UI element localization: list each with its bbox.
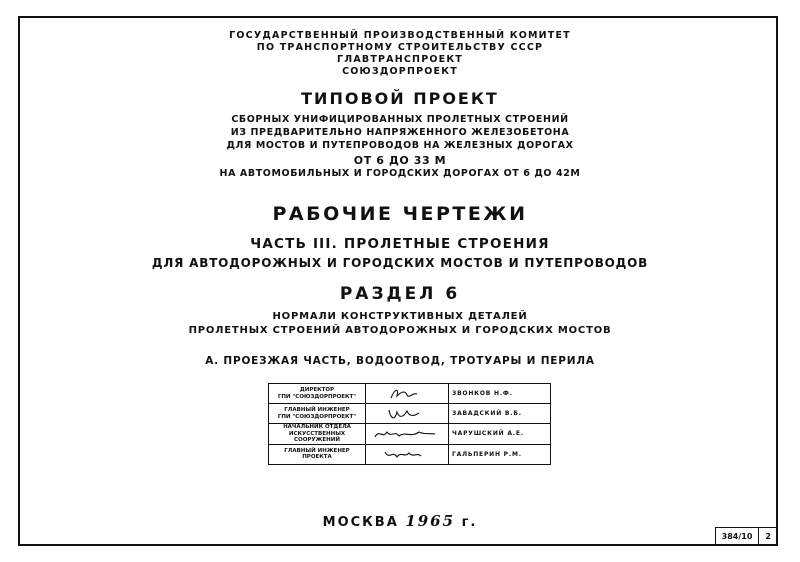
signature-row: [269, 444, 551, 464]
section-line-2: ПРОЛЕТНЫХ СТРОЕНИЙ АВТОДОРОЖНЫХ И ГОРОДСКИХ МОСТОВ: [188, 325, 612, 336]
signature-cell: [366, 384, 449, 404]
project-line-5: НА АВТОМОБИЛЬНЫХ И ГОРОДСКИХ ДОРОГАХ ОТ 6 ДО 42М: [219, 168, 581, 179]
project-line-3: ДЛЯ МОСТОВ И ПУТЕПРОВОДОВ НА ЖЕЛЕЗНЫХ ДОРОГАХ: [226, 140, 574, 151]
section-line-1: НОРМАЛИ КОНСТРУКТИВНЫХ ДЕТАЛЕЙ: [272, 311, 528, 322]
signature-row: [269, 404, 551, 424]
signature-row: [269, 384, 551, 404]
position-cell: НАЧАЛЬНИК ОТДЕЛА ИСКУССТВЕННЫХ СООРУЖЕНИЙ: [269, 424, 366, 445]
footer-city: МОСКВА: [322, 515, 399, 530]
footer-year: 1965: [405, 512, 456, 530]
stamp-sheet: 2: [758, 528, 777, 545]
name-cell: ЗАВАДСКИЙ В.Б.: [449, 404, 551, 424]
position-cell: ГЛАВНЫЙ ИНЖЕНЕР ГПИ "СОЮЗДОРПРОЕКТ": [269, 404, 366, 424]
signature-cell: [366, 424, 449, 445]
part-title: ЧАСТЬ III. ПРОЛЕТНЫЕ СТРОЕНИЯ: [250, 236, 550, 252]
part-description: ДЛЯ АВТОДОРОЖНЫХ И ГОРОДСКИХ МОСТОВ И ПУТЕПРОВОДОВ: [151, 256, 649, 270]
footer-year-suffix: г.: [461, 515, 478, 530]
project-line-1: СБОРНЫХ УНИФИЦИРОВАННЫХ ПРОЛЕТНЫХ СТРОЕНИЙ: [231, 114, 569, 125]
section-title: РАЗДЕЛ 6: [339, 284, 461, 304]
org-line-1: ГОСУДАРСТВЕННЫЙ ПРОИЗВОДСТВЕННЫЙ КОМИТЕТ: [229, 30, 571, 41]
name-cell: ГАЛЬПЕРИН Р.М.: [449, 444, 551, 464]
handwritten-signature: [369, 406, 439, 422]
stamp-code: 384/10: [721, 532, 753, 541]
org-line-2: ПО ТРАНСПОРТНОМУ СТРОИТЕЛЬСТВУ СССР: [256, 42, 544, 53]
name-cell: ЧАРУШСКИЙ А.Е.: [449, 424, 551, 445]
working-drawings-title: РАБОЧИЕ ЧЕРТЕЖИ: [272, 203, 528, 225]
handwritten-signature: [369, 446, 439, 462]
handwritten-signature: [369, 426, 439, 442]
org-line-4: СОЮЗДОРПРОЕКТ: [342, 66, 458, 77]
project-line-2: ИЗ ПРЕДВАРИТЕЛЬНО НАПРЯЖЕННОГО ЖЕЛЕЗОБЕТОНА: [230, 127, 570, 138]
position-cell: ДИРЕКТОР ГПИ "СОЮЗДОРПРОЕКТ": [269, 384, 366, 404]
handwritten-signature: [369, 386, 439, 402]
signature-cell: [366, 404, 449, 424]
footer-city-year: [0, 512, 800, 530]
signature-cell: [366, 444, 449, 464]
position-cell: ГЛАВНЫЙ ИНЖЕНЕР ПРОЕКТА: [269, 444, 366, 464]
name-cell: ЗВОНКОВ Н.Ф.: [449, 384, 551, 404]
org-line-3: ГЛАВТРАНСПРОЕКТ: [337, 54, 463, 65]
project-line-4: ОТ 6 ДО 33 М: [353, 154, 447, 167]
subsection-title: А. ПРОЕЗЖАЯ ЧАСТЬ, ВОДООТВОД, ТРОТУАРЫ И ПЕРИЛА: [205, 355, 595, 367]
signature-row: [269, 424, 551, 445]
signature-table: [268, 383, 551, 465]
sheet-stamp: [715, 527, 778, 546]
project-title: ТИПОВОЙ ПРОЕКТ: [301, 89, 499, 108]
